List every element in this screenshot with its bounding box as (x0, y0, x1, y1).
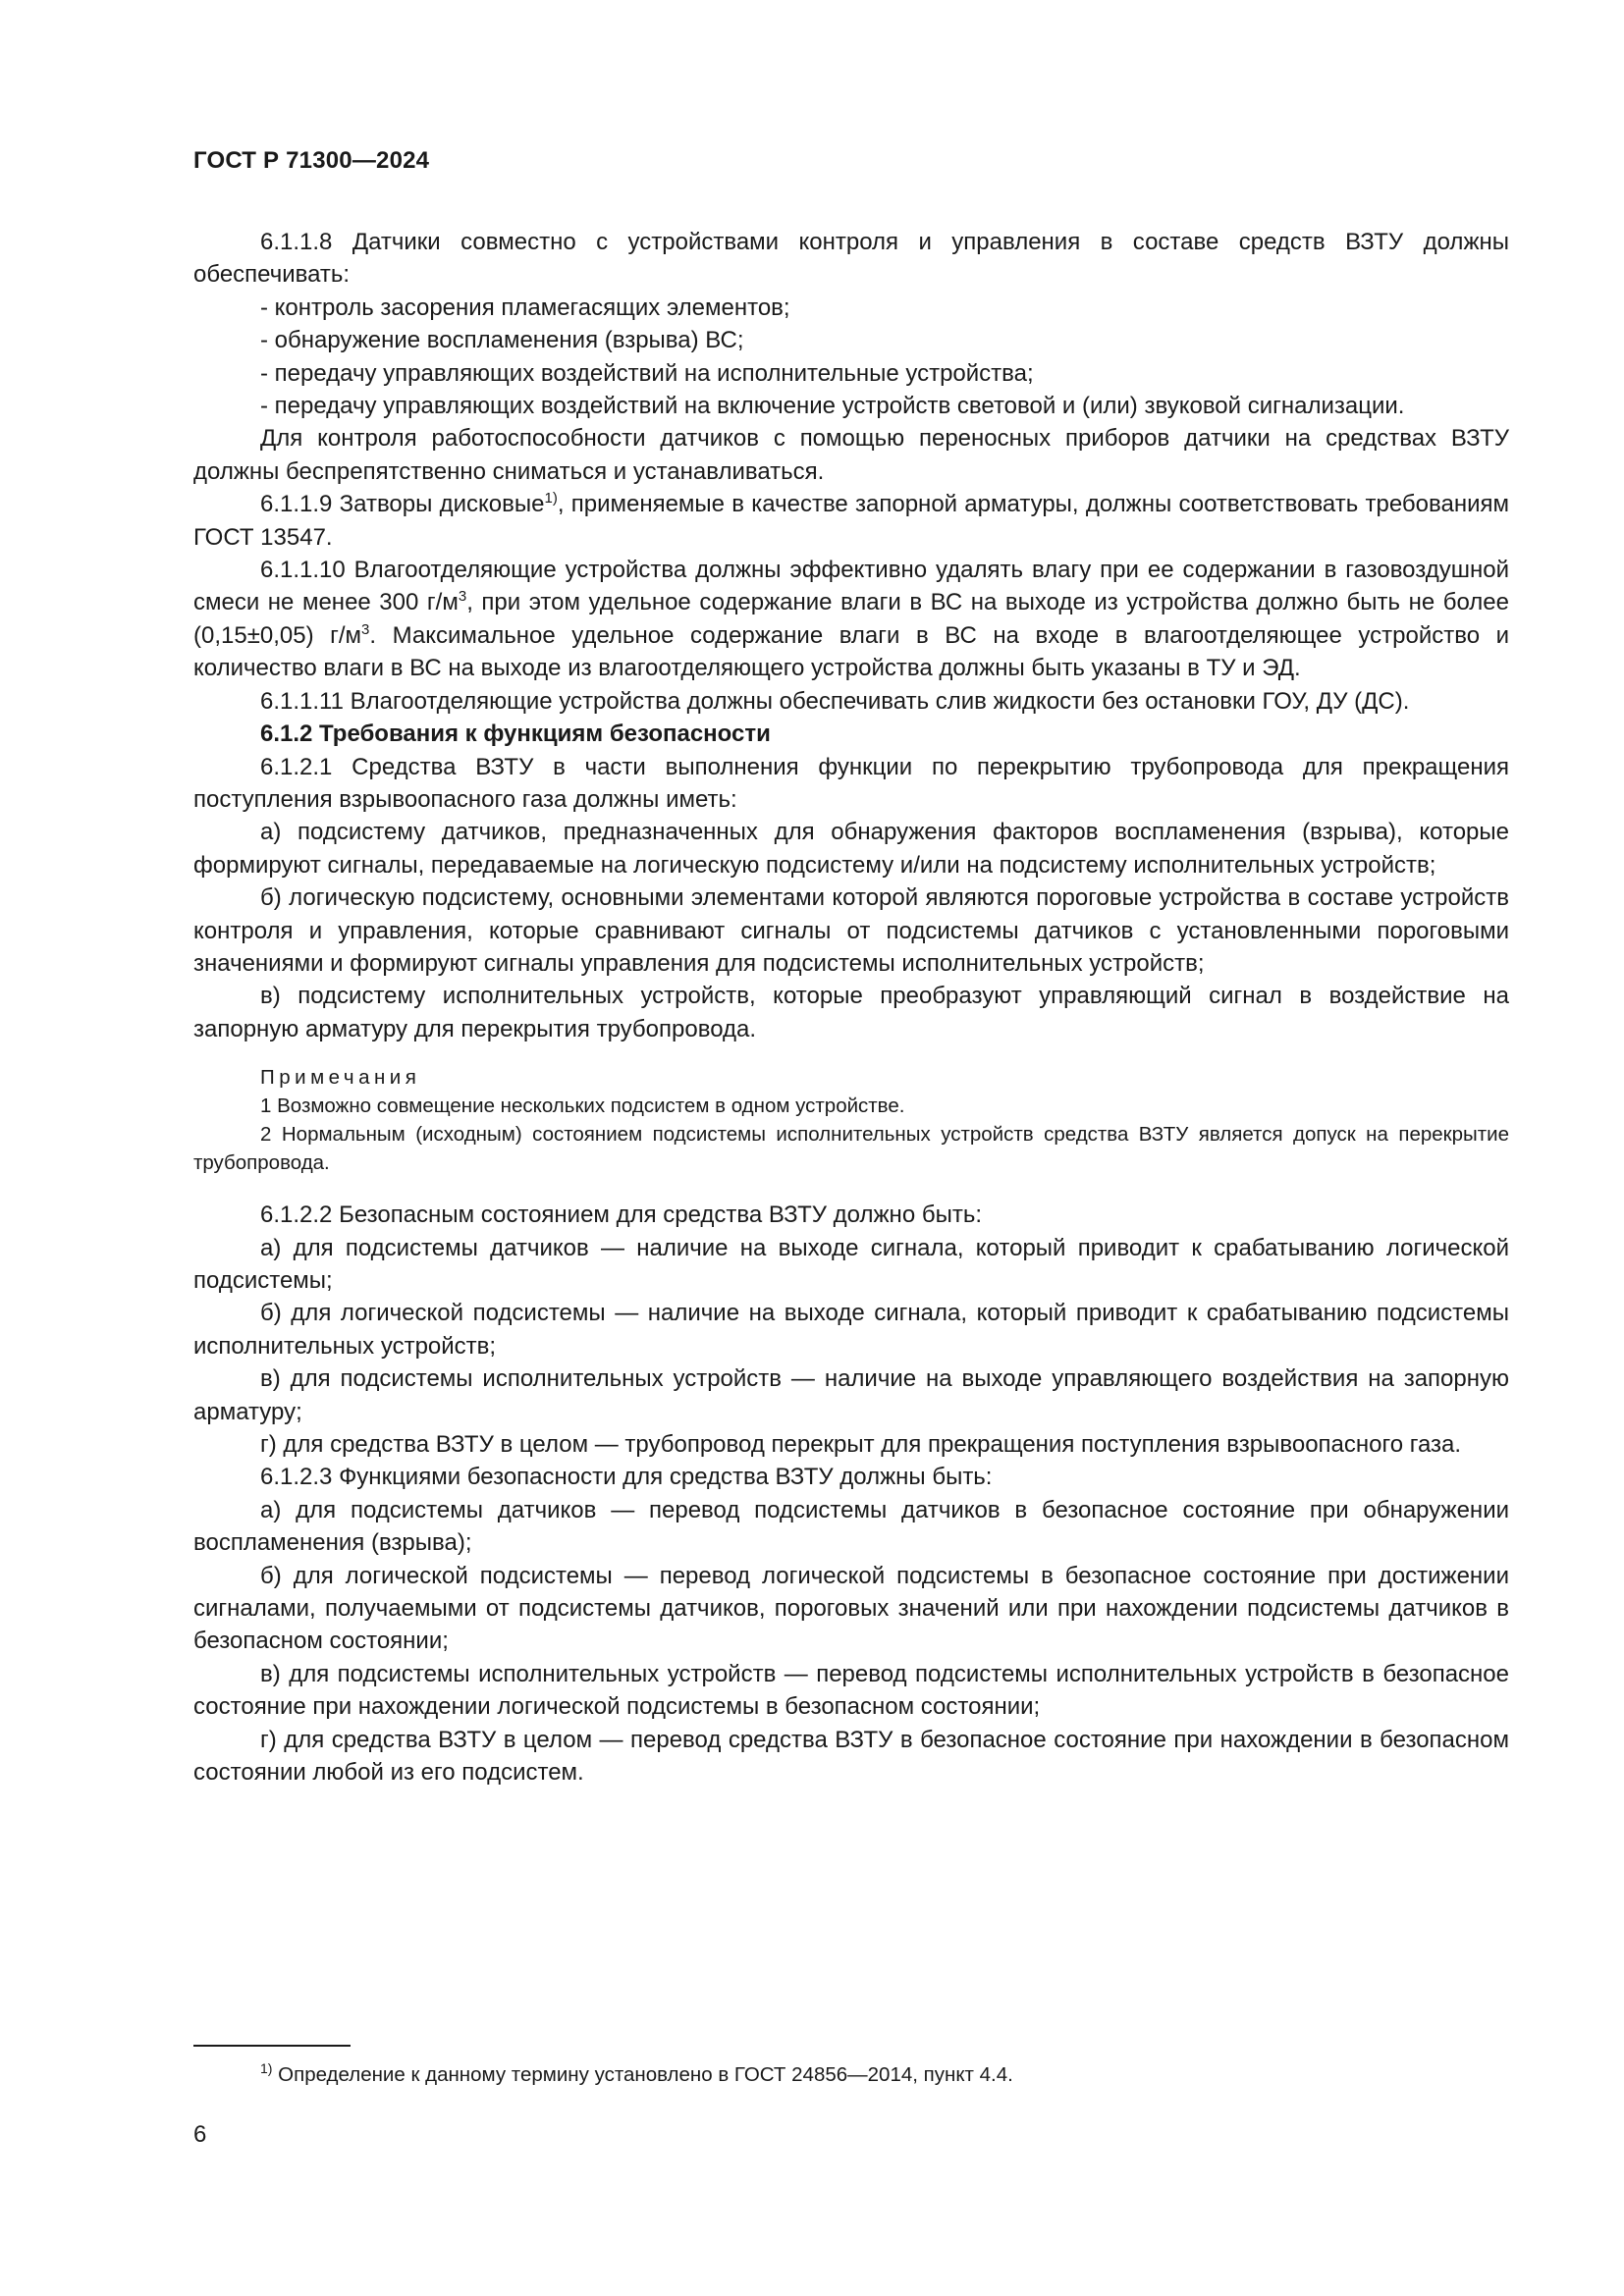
list-item: б) логическую подсистему, основными элементами которой являются пороговые устройства в составе устройств контроля и управления, которые сравнивают сигналы от подсистемы датчиков с установленными пороговыми значениями и формируют сигналы управления для подсистемы исполнительных устройств; (193, 884, 1509, 977)
paragraph-sensor-check: Для контроля работоспособности датчиков с помощью переносных приборов датчики на средствах ВЗТУ должны беспрепятственно сниматься и устанавливаться. (193, 425, 1509, 485)
text-run: 6.1.1.9 Затворы дисковые (260, 491, 545, 518)
list-item: а) подсистему датчиков, предназначенных для обнаружения факторов воспламенения (взрыва), которые формируют сигналы, передаваемые на логическую подсистему и/или на подсистему исполнительных устройств; (193, 819, 1509, 879)
list-item: а) для подсистемы датчиков — наличие на выходе сигнала, который приводит к срабатыванию логической подсистемы; (193, 1234, 1509, 1294)
paragraph-6-1-2-1: 6.1.2.1 Средства ВЗТУ в части выполнения функции по перекрытию трубопровода для прекращения поступления взрывоопасного газа должны иметь: (193, 753, 1509, 813)
page-number: 6 (193, 2121, 207, 2148)
list-item: в) для подсистемы исполнительных устройств — перевод подсистемы исполнительных устройств в безопасное состояние при нахождении логической подсистемы в безопасном состоянии; (193, 1660, 1509, 1721)
list-item: в) для подсистемы исполнительных устройств — наличие на выходе управляющего воздействия на запорную арматуру; (193, 1365, 1509, 1425)
text-run: , применяемые в качестве запорной арматуры, должны соответствовать требованиям ГОСТ 13547. (193, 491, 1509, 551)
list-item: г) для средства ВЗТУ в целом — перевод средства ВЗТУ в безопасное состояние при нахождении в безопасном состоянии любой из его подсистем. (193, 1726, 1509, 1787)
paragraph-6-1-1-9 (193, 488, 1509, 554)
list-item: - контроль засорения пламегасящих элементов; (260, 294, 790, 321)
note-item: 1 Возможно совмещение нескольких подсистем в одном устройстве. (260, 1095, 905, 1118)
notes-block (193, 1063, 1509, 1177)
text-run: . Максимальное удельное содержание влаги в ВС на входе в влагоотделяющее устройство и количество влаги в ВС на выходе из влагоотделяющего устройства должны быть указаны в ТУ и ЭД. (193, 621, 1509, 682)
list-item: - обнаружение воспламенения (взрыва) ВС; (260, 327, 744, 354)
footnote (260, 2061, 1013, 2089)
list-item: г) для средства ВЗТУ в целом — трубопровод перекрыт для прекращения поступления взрывоопасного газа. (260, 1431, 1462, 1458)
text-run: 6.1.1.10 Влагоотделяющие устройства должны эффективно удалять влагу при ее содержании в газовоздушной смеси не менее 300 г/м (193, 557, 1509, 616)
list-item: - передачу управляющих воздействий на исполнительные устройства; (260, 359, 1034, 387)
text-run: , при этом удельное содержание влаги в ВС на выходе из устройства должно быть не более (0,15±0,05) г/м (193, 589, 1510, 649)
list-item: - передачу управляющих воздействий на включение устройств световой и (или) звуковой сигнализации. (260, 393, 1405, 420)
list-item: б) для логической подсистемы — перевод логической подсистемы в безопасное состояние при достижении сигналами, получаемыми от подсистемы датчиков, пороговых значений или при нахождении подсистемы датчиков в безопасном состоянии; (193, 1562, 1509, 1655)
list-item: а) для подсистемы датчиков — перевод подсистемы датчиков в безопасное состояние при обнаружении воспламенения (взрыва); (193, 1496, 1509, 1557)
list-item: б) для логической подсистемы — наличие на выходе сигнала, который приводит к срабатыванию подсистемы исполнительных устройств; (193, 1300, 1509, 1360)
document-body (193, 226, 1509, 1789)
list-item: в) подсистему исполнительных устройств, которые преобразуют управляющий сигнал в воздействие на запорную арматуру для перекрытия трубопровода. (193, 983, 1509, 1042)
paragraph-6-1-2-3: 6.1.2.3 Функциями безопасности для средства ВЗТУ должны быть: (260, 1464, 993, 1491)
paragraph-6-1-1-8: 6.1.1.8 Датчики совместно с устройствами контроля и управления в составе средств ВЗТУ должны обеспечивать: (193, 229, 1509, 289)
notes-title: Примечания (260, 1066, 421, 1090)
footnote-marker: 1) (260, 2060, 273, 2077)
footnote-text: Определение к данному термину установлено в ГОСТ 24856—2014, пункт 4.4. (272, 2063, 1013, 2086)
document-code: ГОСТ Р 71300—2024 (193, 147, 430, 174)
superscript: 3 (361, 620, 370, 638)
footnote-separator (193, 2045, 351, 2047)
paragraph-6-1-1-11: 6.1.1.11 Влагоотделяющие устройства должны обеспечивать слив жидкости без остановки ГОУ, ДУ (ДС). (260, 687, 1410, 715)
section-heading-6-1-2: 6.1.2 Требования к функциям безопасности (260, 721, 771, 748)
note-item: 2 Нормальным (исходным) состоянием подсистемы исполнительных устройств средства ВЗТУ является допуск на перекрытие трубопровода. (193, 1123, 1509, 1175)
paragraph-6-1-1-10 (193, 554, 1509, 685)
footnote-reference: 1) (544, 490, 558, 507)
paragraph-6-1-2-2: 6.1.2.2 Безопасным состоянием для средства ВЗТУ должно быть: (260, 1201, 982, 1229)
superscript: 3 (458, 588, 467, 606)
